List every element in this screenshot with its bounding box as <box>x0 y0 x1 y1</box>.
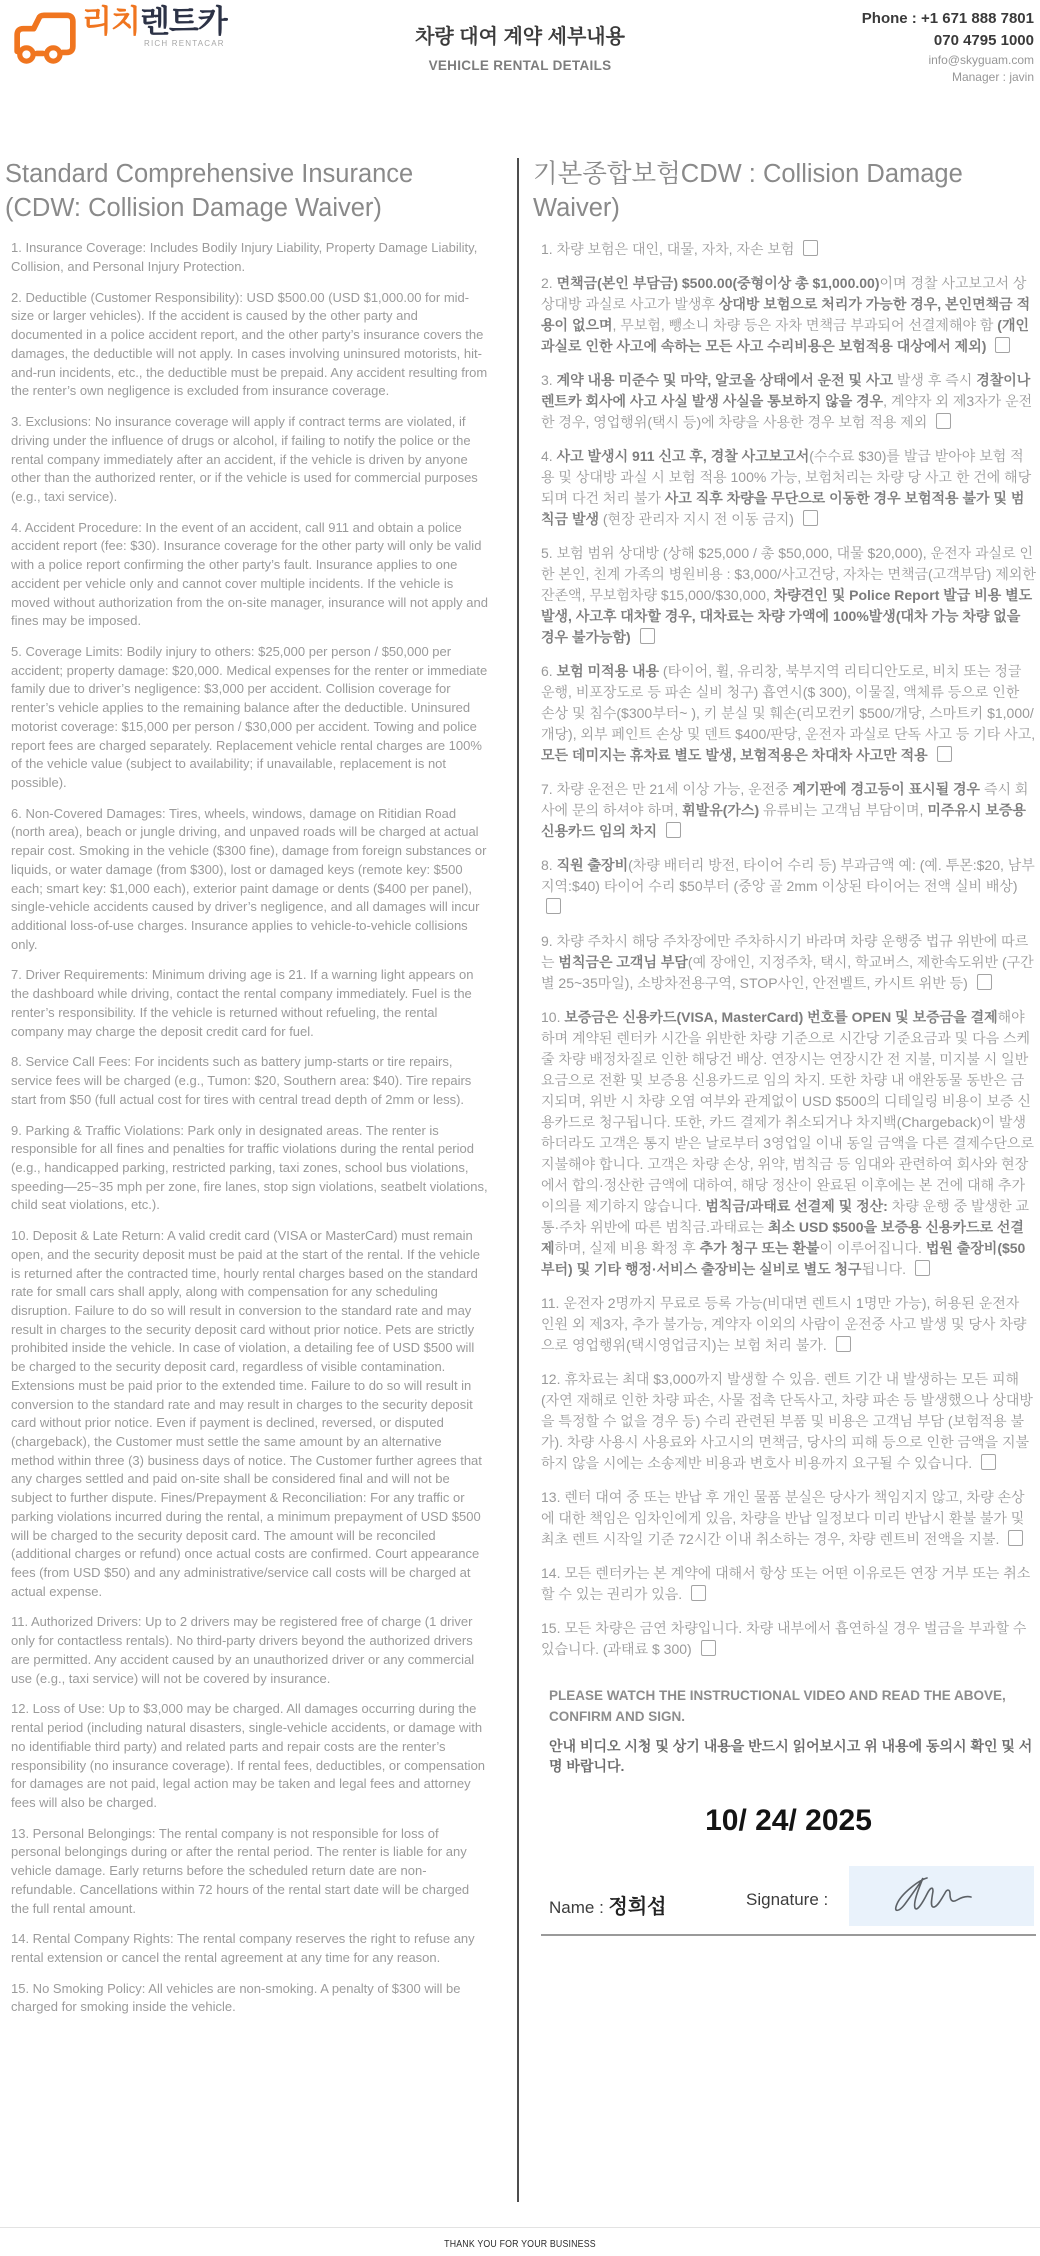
confirmation-notice <box>541 1686 1036 1776</box>
agreement-checkbox[interactable] <box>1008 1530 1023 1546</box>
document-title-block <box>320 20 720 73</box>
policy-item-kr: 2. 면책금(본인 부담금) $500.00(중형이상 총 $1,000.00)이며 경찰 사고보고서 상 상대방 과실로 사고가 발생후 상대방 보험으로 처리가 가능한 경우, 본인면책금 적용이 없으며, 무보험, 뺑소니 차량 등은 자차 면책금 부과되어 선결제해야 함 (개인 과실로 인한 사고에 속하는 모든 사고 수리비용은 보험적용 대상에서 제외) <box>541 275 1031 355</box>
right-items <box>541 239 1036 1660</box>
agreement-checkbox[interactable] <box>936 413 951 429</box>
policy-item-kr: 12. 휴차료는 최대 $3,000까지 발생할 수 있음. 렌트 기간 내 발생하는 모든 피해 (자연 재해로 인한 차량 파손, 사물 접촉 단독사고, 차량 파손 등 발생했으나 상대방을 특정할 수 없을 경우 등) 수리 관련된 부품 및 비용은 고객님 부담 (보험적용 불가). 차량 사용시 사용료와 사고시의 면책금, 당사의 피해 등으로 인한 금액을 지불하지 않을 시에는 소송제반 비용과 변호사 비용까지 요구될 수 있습니다. <box>541 1371 1033 1472</box>
policy-item-kr: 11. 운전자 2명까지 무료로 등록 가능(비대면 렌트시 1명만 가능), 허용된 운전자 인원 외 제3자, 추가 불가능, 계약자 이외의 사람이 운전중 사고 발생 및 당사 차량으로 영업행위(택시영업금지)는 보험 처리 불가. <box>541 1295 1027 1354</box>
agreement-checkbox[interactable] <box>937 746 952 762</box>
policy-item-kr: 4. 사고 발생시 911 신고 후, 경찰 사고보고서(수수료 $30)를 발급 받아야 보험 적용 및 상대방 과실 시 보험 적용 100% 가능, 보험처리는 차량 당 사고 한 건에 해당되며 다건 처리 불가 사고 직후 차량을 무단으로 이동한 경우 보험적용 불가 및 범칙금 발생 (현장 관리자 지시 전 이동 금지) <box>541 448 1032 528</box>
agreement-checkbox[interactable] <box>981 1454 996 1470</box>
korean-terms-title: 기본종합보험CDW : Collision Damage Waiver) <box>533 160 963 222</box>
column-divider <box>517 158 519 2202</box>
footer-divider <box>0 2227 1040 2228</box>
signature-field[interactable] <box>849 1866 1034 1926</box>
policy-paragraph-en: 12. Loss of Use: Up to $3,000 may be charged. All damages occurring during the rental period (including natural disasters, single-vehicle accidents, or damage with no identifiable third party) and related parts and repair costs are the renter’s responsibility (no insurance coverage). If rental fees, deductibles, or compensation for damages are not paid, legal action may be taken and legal fees and attorney fees will also be charged. <box>11 1701 486 1810</box>
agreement-checkbox[interactable] <box>803 510 818 526</box>
english-terms-title: Standard Comprehensive Insurance (CDW: Collision Damage Waiver) <box>5 160 414 222</box>
policy-paragraph-en: 13. Personal Belongings: The rental company is not responsible for loss of personal belongings during or after the rental period. The renter is liable for any vehicle damage. Early returns before the scheduled return date are non-refundable. Cancellations within 72 hours of the rental start date will be charged the full rental amount. <box>11 1825 470 1916</box>
policy-paragraph-en: 2. Deductible (Customer Responsibility): USD $500.00 (USD $1,000.00 for mid-size or larger vehicles). If the accident is caused by the other party and documented in a police accident report, and the other party’s insurance covers the damages, the deductible will not apply. In cases involving uninsured motorists, hit-and-run incidents, etc., the deductible must be prepaid. Any accident resulting from the renter’s own negligence is excluded from insurance coverage. <box>11 289 488 399</box>
policy-item-kr: 3. 계약 내용 미준수 및 마약, 알코올 상태에서 운전 및 사고 발생 후 즉시 경찰이나 렌트카 회사에 사고 사실 발생 사실을 통보하지 않을 경우, 계약자 외 제3자가 운전한 경우, 영업행위(택시 등)에 차량을 사용한 경우 보험 적용 제외 <box>541 372 1033 431</box>
agreement-checkbox[interactable] <box>691 1585 706 1601</box>
footer-message: THANK YOU FOR YOUR BUSINESS <box>444 2239 596 2250</box>
policy-paragraph-en: 1. Insurance Coverage: Includes Bodily Injury Liability, Property Damage Liability, Collision, and Personal Injury Protection. <box>11 240 478 275</box>
agreement-checkbox[interactable] <box>995 337 1010 353</box>
policy-paragraph-en: 10. Deposit & Late Return: A valid credit card (VISA or MasterCard) must remain open, and the security deposit must be paid at the start of the rental. If the vehicle is returned after the contracted time, hourly rental charges based on the standard rate for small cars shall apply, along with compensation for any scheduling disruption. Failure to do so will result in conversion to the standard rate and may result in charges to the security deposit card without prior notice. Pets are strictly prohibited inside the vehicle. In case of violation, a detailing fee of USD $500 will be charged to the security deposit card, regardless of visible contamination. Extensions must be paid prior to the extended time. Failure to do so will result in conversion to the standard rate and may result in charges to the security deposit card without prior notice. Even if payment is declined, reversed, or disputed (chargeback), the Customer must settle the same amount by an alternative method within three (3) business days of notice. The Customer further agrees that any charges settled and paid on-site shall be considered final and will not be subject to further dispute. Fines/Prepayment & Reconciliation: For any traffic or parking violations incurred during the rental, a minimum prepayment of USD $500 will be charged to the security deposit card. The amount will be reconciled (additional charges or refund) once actual costs are confirmed. Court appearance fees (from USD $50) and any administrative/service call costs will be charged at actual expense. <box>11 1228 482 1599</box>
phone-primary: Phone : +1 671 888 7801 <box>861 10 1034 27</box>
renter-name: 정희섭 <box>608 1896 667 1919</box>
english-terms-column <box>5 158 488 2029</box>
agreement-checkbox[interactable] <box>546 898 561 914</box>
policy-paragraph-en: 8. Service Call Fees: For incidents such as battery jump-starts or tire repairs, service fees will be charged (e.g., Tumon: $20, Southern area: $40). Tire repairs start from $50 (full actual cost for tires with central tread depth of 2mm or less). <box>11 1054 472 1107</box>
policy-item-kr: 6. 보험 미적용 내용 (타이어, 휠, 유리창, 북부지역 리티디안도로, 비치 또는 정글 운행, 비포장도로 등 파손 실비 청구) 흡연시($ 300), 이물질, 액체류 등으로 인한 손상 및 침수($300부터~ ), 키 분실 및 훼손(리모컨키 $500/개당, 스마트키 $1,000/개당), 외부 페인트 손상 및 덴트 $400/판당, 운전자 과실로 단독 사고 등 기타 사고, 모든 데미지는 휴차료 별도 발생, 보험적용은 차대차 사고만 적용 <box>541 663 1036 764</box>
company-logo <box>12 6 227 66</box>
logo-subtitle: RICH RENTACAR <box>144 39 225 48</box>
korean-terms-column <box>533 158 1036 1936</box>
phone-secondary: 070 4795 1000 <box>933 32 1034 49</box>
policy-item-kr: 1. 차량 보험은 대인, 대물, 자차, 자손 보험 <box>541 239 1036 260</box>
manager: Manager : javin <box>951 70 1034 84</box>
confirmation-notice-en: PLEASE WATCH THE INSTRUCTIONAL VIDEO AND READ THE ABOVE, CONFIRM AND SIGN. <box>549 1688 1006 1725</box>
email: info@skyguam.com <box>928 53 1034 67</box>
agreement-checkbox[interactable] <box>701 1640 716 1656</box>
truck-icon <box>12 12 78 66</box>
policy-item-kr: 8. 직원 출장비(차량 배터리 방전, 타이어 수리 등) 부과금액 예: (예. 투몬:$20, 남부지역:$40) 타이어 수리 $50부터 (중앙 골 2mm 이상된 타이어는 전액 실비 배상) <box>541 855 1036 918</box>
policy-item-kr: 15. 모든 차량은 금연 차량입니다. 차량 내부에서 흡연하실 경우 벌금을 부과할 수 있습니다. (과태료 $ 300) <box>541 1620 1027 1658</box>
agreement-checkbox[interactable] <box>640 628 655 644</box>
policy-paragraph-en: 6. Non-Covered Damages: Tires, wheels, windows, damage on Ritidian Road (north area), beach or jungle driving, and unpaved roads will be charged at actual repair cost. Smoking in the vehicle ($300 fine), damage from foreign substances or liquids, or water damage (from $300), lost or damaged keys (remote key: $500 each; smart key: $1,000 each), exterior paint damage or dents ($400 per panel), single-vehicle accidents caused by driver’s negligence, and all damages will incur additional loss-of-use charges. Insurance applies to vehicle-to-vehicle collisions only. <box>11 805 487 952</box>
policy-item-kr: 14. 모든 렌터카는 본 계약에 대해서 항상 또는 어떤 이유로든 연장 거부 또는 취소할 수 있는 권리가 있음. <box>541 1565 1031 1603</box>
policy-paragraph-en: 4. Accident Procedure: In the event of an accident, call 911 and obtain a police accident report (fee: $30). Insurance coverage for the other party will only be valid with a police report confirming the other party’s fault. Insurance applies to one accident per vehicle only and cannot cover multiple incidents. If the vehicle is moved without authorization from the on-site manager, insurance will not apply and fines may be imposed. <box>11 519 488 629</box>
agreement-checkbox[interactable] <box>977 974 992 990</box>
page-title-kr: 차량 대여 계약 세부내용 <box>415 26 625 48</box>
name-label: Name : <box>549 1898 604 1918</box>
page-title-en: VEHICLE RENTAL DETAILS <box>428 58 612 73</box>
agreement-date: 10/ 24/ 2025 <box>705 1804 872 1838</box>
policy-paragraph-en: 14. Rental Company Rights: The rental company reserves the right to refuse any rental extension or cancel the rental agreement at any time for any reason. <box>11 1931 475 1965</box>
contact-block <box>862 8 1034 86</box>
signature-row <box>541 1872 1036 1936</box>
policy-paragraph-en: 7. Driver Requirements: Minimum driving age is 21. If a warning light appears on the dashboard while driving, contact the rental company immediately. Fuel is the renter’s responsibility. If the vehicle is returned without refueling, the rental company may charge the deposit credit card for fuel. <box>11 967 474 1039</box>
policy-paragraph-en: 3. Exclusions: No insurance coverage will apply if contract terms are violated, if driving under the influence of drugs or alcohol, if failing to notify the police or the rental company immediately after an accident, if the vehicle is driven by anyone other than the authorized renter, or if the vehicle is used for commercial purposes (e.g., taxi service). <box>11 414 478 504</box>
policy-paragraph-en: 15. No Smoking Policy: All vehicles are non-smoking. A penalty of $300 will be charged for smoking inside the vehicle. <box>11 1980 461 2015</box>
policy-item-kr: 13. 렌터 대여 중 또는 반납 후 개인 물품 분실은 당사가 책임지지 않고, 차량 손상에 대한 책임은 임차인에게 있음, 차량을 반납 일정보다 미리 반납시 환불 불가 및 최초 렌트 시작일 기준 72시간 이내 취소하는 경우, 차량 렌트비 전액을 지불. <box>541 1489 1025 1548</box>
policy-paragraph-en: 11. Authorized Drivers: Up to 2 drivers may be registered free of charge (1 driver only for contactless rentals). No third-party drivers beyond the authorized drivers are permitted. Any accident caused by an unauthorized driver or any commercial use (e.g., taxi service) will not be covered by insurance. <box>11 1614 475 1686</box>
confirmation-notice-kr: 안내 비디오 시청 및 상기 내용을 반드시 읽어보시고 위 내용에 동의시 확인 및 서명 바랍니다. <box>549 1738 1033 1775</box>
policy-paragraph-en: 5. Coverage Limits: Bodily injury to others: $25,000 per person / $50,000 per accident; property damage: $20,000. Medical expenses for the renter or immediate family due to driver’s negligence: $3,000 per accident. Collision coverage for renter’s vehicle applies to the remaining balance after the deductible. Uninsured motorist coverage: $15,000 per person / $30,000 per accident. Towing and police report fees are charged separately. Replacement vehicle rental charges are 100% of the vehicle value (subject to availability; if unavailable, replacement is not possible). <box>11 643 488 790</box>
signature-stroke <box>849 1866 1034 1926</box>
agreement-checkbox[interactable] <box>803 240 818 256</box>
left-paragraphs <box>5 239 488 2017</box>
policy-paragraph-en: 9. Parking & Traffic Violations: Park only in designated areas. The renter is responsible for all fines and penalties for traffic violations during the rental period (e.g., handicapped parking, restricted parking, taxi zones, school bus violations, speeding—25~35 mph per zone, fire lanes, stop sign violations, seatbelt violations, child seat violations, etc.). <box>11 1122 488 1213</box>
policy-item-kr: 10. 보증금은 신용카드(VISA, MasterCard) 번호를 OPEN 및 보증금을 결제해야 하며 계약된 렌터카 시간을 위반한 차량 기준으로 시간당 기준요금과 및 다음 스케줄 차량 배정차질로 인한 해당건 배상. 연장시는 연장시간 전 지불, 미지불 시 일반요금으로 전환 및 보증용 신용카드로 임의 차지. 또한 차량 내 애완동물 동반은 금지되며, 위반 시 차량 오염 여부와 관계없이 USD $500의 디테일링 비용이 보증 신용카드로 청구됩니다. 또한, 카드 결제가 취소되거나 차지백(Chargeback)이 발생하더라도 고객은 통지 받은 날로부터 3영업일 이내 동일 금액을 다른 결제수단으로 지불해야 합니다. 고객은 차량 손상, 위약, 범칙금 등 임대와 관련하여 회사와 현장에서 합의·정산한 금액에 대하여, 해당 정산이 완료된 이후에는 본 건에 대해 추가 이의를 제기하지 않습니다. 범칙금/과태료 선결제 및 정산: 차량 운행 중 발생한 교통·주차 위반에 따른 범칙금.과태료는 최소 USD $500을 보증용 신용카드로 선결제하며, 실제 비용 확정 후 추가 청구 또는 환불이 이루어집니다. 법원 출장비($50부터) 및 기타 행정·서비스 출장비는 실비로 별도 청구됩니다. <box>541 1009 1034 1278</box>
logo-wordmark: 리치렌트카 <box>82 4 227 39</box>
signature-label: Signature : <box>746 1890 829 1910</box>
policy-item-kr: 7. 차량 운전은 만 21세 이상 가능, 운전중 계기판에 경고등이 표시될 경우 즉시 회사에 문의 하셔야 하며, 휘발유(가스) 유류비는 고객님 부담이며, 미주유시 보증용 신용카드 임의 차지 <box>541 781 1029 840</box>
agreement-checkbox[interactable] <box>836 1336 851 1352</box>
policy-item-kr: 5. 보험 범위 상대방 (상해 $25,000 / 총 $50,000, 대물 $20,000), 운전자 과실로 인한 본인, 친계 가족의 병원비용 : $3,000/사고건당, 자차는 면책금(고객부담) 제외한 잔존액, 무보험차량 $15,000/$30,000, 차량견인 및 Police Report 발급 비용 별도 발생, 사고후 대차할 경우, 대차료는 차량 가액에 100%발생(대차 가능 차량 없을 경우 불가능함) <box>541 545 1036 646</box>
policy-item-kr: 9. 차량 주차시 해당 주차장에만 주차하시기 바라며 차량 운행중 법규 위반에 따르는 범칙금은 고객님 부담(예 장애인, 지정주차, 택시, 학교버스, 제한속도위반 (구간별 25~35마일), 소방차전용구역, STOP사인, 안전벨트, 카시트 위반 등) <box>541 933 1034 992</box>
agreement-checkbox[interactable] <box>915 1260 930 1276</box>
agreement-checkbox[interactable] <box>666 822 681 838</box>
